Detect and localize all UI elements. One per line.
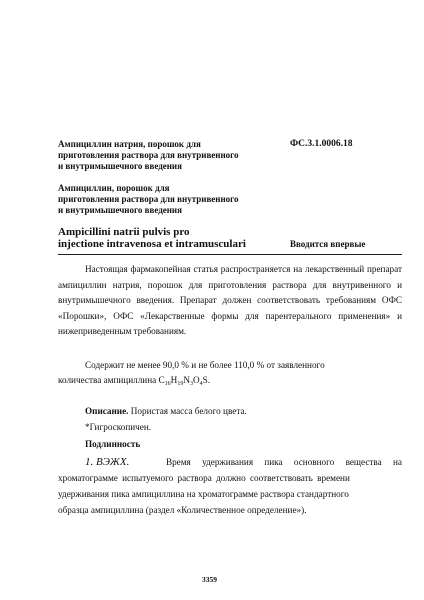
description-label: Описание. (85, 406, 129, 416)
drug-name-ru-1-line: и внутримышечного введения (58, 161, 182, 171)
drug-name-ru-1-line: Ампициллин натрия, порошок для (58, 139, 201, 149)
drug-name-latin-line: injectione intravenosa et intramusculari (58, 238, 246, 250)
authenticity-title: Подлинность (85, 439, 141, 449)
authenticity-line-2: хроматограмме испытуемого раствора должно соответствовать времени (58, 473, 350, 483)
header-divider (58, 254, 402, 255)
drug-name-ru-1-line: приготовления раствора для внутривенного (58, 150, 239, 160)
content-text-2: количества ампициллина (58, 375, 157, 385)
authenticity-line-1 (85, 455, 402, 471)
drug-name-ru-2-line: Ампициллин, порошок для (58, 183, 170, 193)
drug-name-ru-2-line: приготовления раствора для внутривенного (58, 194, 239, 204)
content-text: Содержит не менее 90,0 % и не более 110,0 % от заявленного (85, 360, 325, 370)
drug-name-latin-line: Ampicillini natrii pulvis pro (58, 226, 190, 238)
hplc-label: 1. ВЭЖХ. (85, 456, 130, 468)
description (85, 404, 247, 420)
authenticity-line-3: удерживания пика ампициллина на хроматограмме раствора стандартного (58, 489, 349, 499)
page-number: 3359 (202, 575, 217, 584)
monograph-code: ФС.3.1.0006.18 (290, 139, 353, 149)
description-text: Пористая масса белого цвета. (130, 406, 247, 416)
chemical-formula: $C_{16}H_{19}N_3O_4S$. (158, 375, 211, 387)
content-line-2 (58, 373, 210, 393)
drug-name-ru-2 (58, 183, 288, 216)
content-line-1 (85, 358, 325, 374)
hygroscopic-note: *Гигроскопичен. (85, 422, 152, 432)
drug-name-ru-1 (58, 139, 288, 172)
authenticity-line-4: образца ампициллина (раздел «Количественное определение»). (58, 505, 307, 515)
introduced-first: Вводится впервые (290, 239, 366, 249)
intro-paragraph: Настоящая фармакопейная статья распространяется на лекарственный препарат ампициллин натрия, порошок для приготовления раствора для внутривенного и внутримышечного введения. Препарат должен соответствовать требованиям ОФС «Порошки», ОФС «Лекарственные формы для парентерального применения» и нижеприведенным требованиям. (58, 264, 402, 336)
drug-name-latin (58, 226, 288, 250)
drug-name-ru-2-line: и внутримышечного введения (58, 205, 182, 215)
authenticity-text-1: Время удерживания пика основного вещества на (165, 457, 402, 467)
